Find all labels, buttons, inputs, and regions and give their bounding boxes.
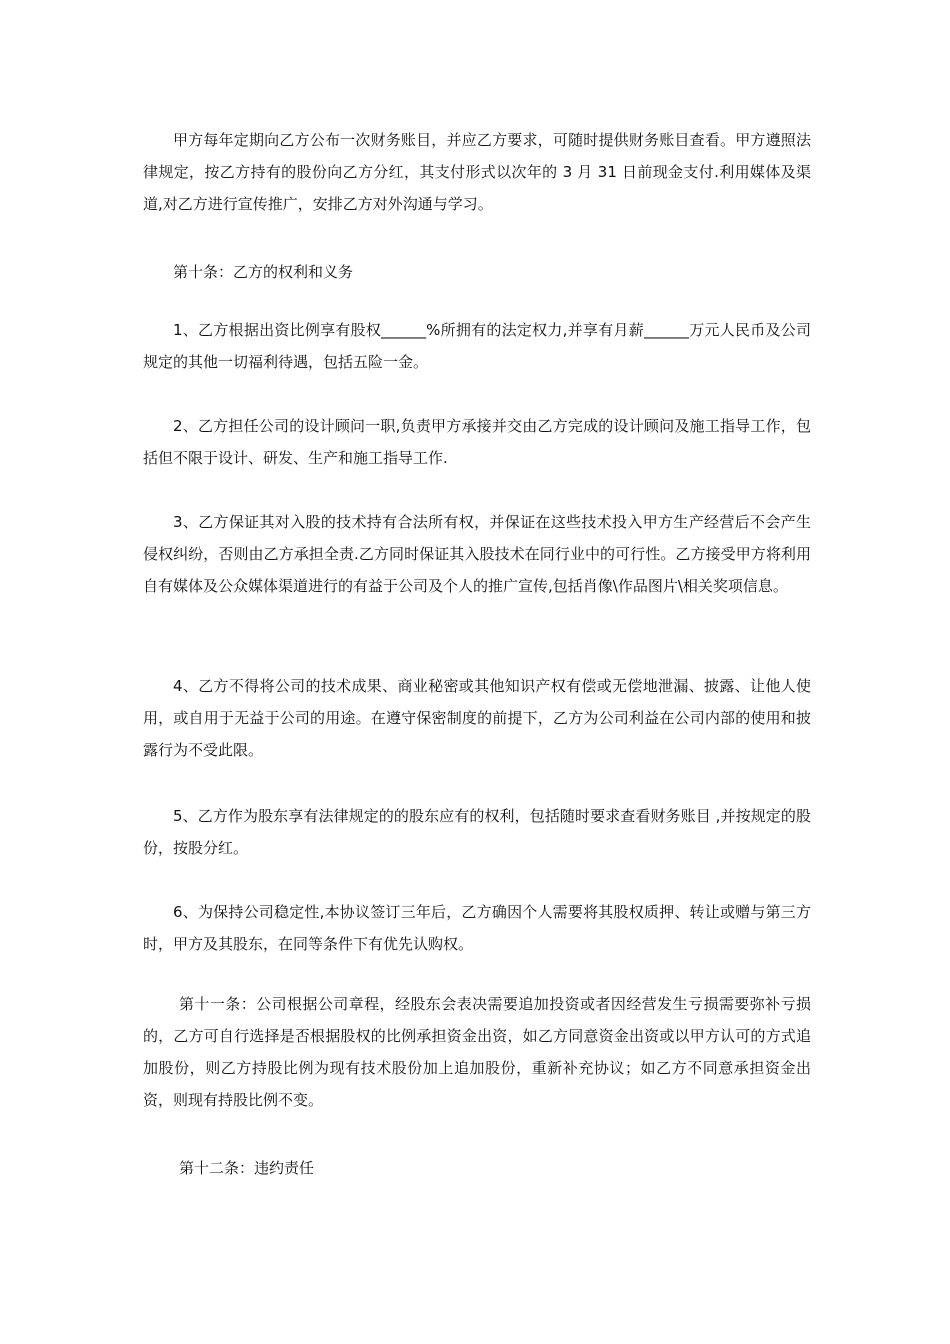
paragraph-dividend-terms: 甲方每年定期向乙方公布一次财务账目，并应乙方要求，可随时提供财务账目查看。甲方遵照法律规定，按乙方持有的股份向乙方分红，其支付形式以次年的 3 月 31 日前现金支付.利用媒体及渠道,对乙方进行宣传推广，安排乙方对外沟通与学习。: [143, 131, 811, 213]
section-heading-article-10: 第十条：乙方的权利和义务: [173, 263, 354, 281]
paragraph-clause-6: 6、为保持公司稳定性,本协议签订三年后，乙方确因个人需要将其股权质押、转让或赠与第三方时，甲方及其股东，在同等条件下有优先认购权。: [143, 903, 811, 953]
paragraph-clause-3: 3、乙方保证其对入股的技术持有合法所有权，并保证在这些技术投入甲方生产经营后不会产生侵权纠纷，否则由乙方承担全责.乙方同时保证其入股技术在同行业中的可行性。乙方接受甲方将利用自有媒体及公众媒体渠道进行的有益于公司及个人的推广宣传,包括肖像\作品图片\相关奖项信息。: [143, 513, 811, 595]
paragraph-clause-5: 5、乙方作为股东享有法律规定的的股东应有的权利，包括随时要求查看财务账目 ,并按规定的股份，按股分红。: [143, 807, 811, 857]
paragraph-clause-4: 4、乙方不得将公司的技术成果、商业秘密或其他知识产权有偿或无偿地泄漏、披露、让他人使用，或自用于无益于公司的用途。在遵守保密制度的前提下，乙方为公司利益在公司内部的使用和披露行为不受此限。: [143, 677, 811, 759]
paragraph-clause-2: 2、乙方担任公司的设计顾问一职,负责甲方承接并交由乙方完成的设计顾问及施工指导工作，包括但不限于设计、研发、生产和施工指导工作.: [143, 417, 811, 467]
paragraph-article-11: 第十一条：公司根据公司章程，经股东会表决需要追加投资或者因经营发生亏损需要弥补亏损的，乙方可自行选择是否根据股权的比例承担资金出资，如乙方同意资金出资或以甲方认可的方式追加股份，则乙方持股比例为现有技术股份加上追加股份，重新补充协议；如乙方不同意承担资金出资，则现有持股比例不变。: [143, 995, 811, 1109]
paragraph-clause-1: 1、乙方根据出资比例享有股权______%所拥有的法定权力,并享有月薪______万元人民币及公司规定的其他一切福利待遇，包括五险一金。: [143, 321, 811, 371]
section-heading-article-12: 第十二条：违约责任: [179, 1159, 315, 1177]
